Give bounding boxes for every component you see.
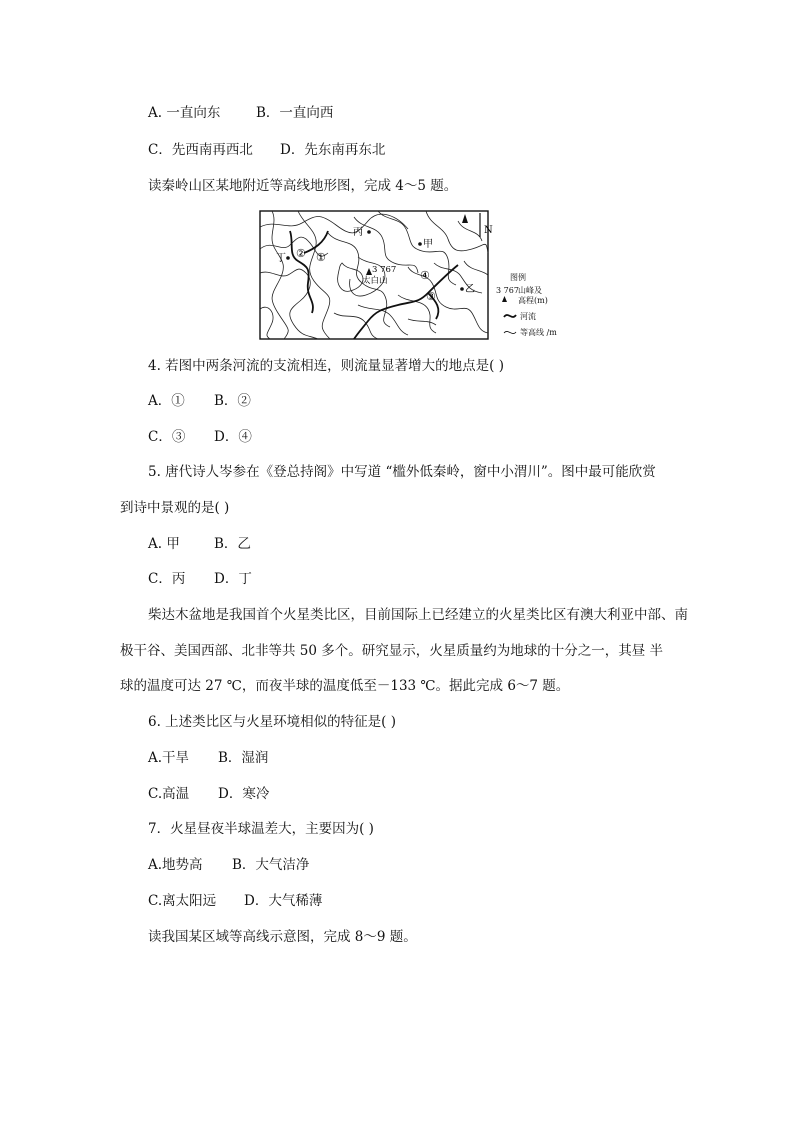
point-ding-dot [286,256,290,260]
option-c: C．丙 [148,571,186,587]
legend-river-icon [504,315,516,317]
option-d: D．寒冷 [218,786,270,802]
option-d: D．大气稀薄 [244,893,323,909]
legend-peak-icon [502,296,507,302]
option-c: C.离太阳远 [148,893,217,909]
label-n3: ③ [426,290,436,303]
label-bing: 丙 [353,227,363,238]
question-5-stem-cont: 到诗中景观的是( ) [120,500,230,516]
point-yi-dot [460,287,464,291]
label-n2: ② [296,247,306,260]
option-a: A. 一直向东 [148,105,221,121]
legend-peak-value: 3 767 [496,286,519,295]
question-6-stem: 6. 上述类比区与火星环境相似的特征是( ) [148,714,396,730]
option-a: A.干旱 [148,750,190,766]
option-a: A.地势高 [148,857,203,873]
q7-options-row-1 [148,856,310,874]
label-ding: 丁 [276,253,286,264]
option-c: C．先西南再西北 [148,142,253,158]
option-c: C.高温 [148,786,190,802]
q3-options-row-1 [148,104,334,122]
point-bing-dot [367,230,371,234]
legend-peak-desc-1: 山峰及 [518,286,542,295]
map-intro-text: 读秦岭山区某地附近等高线地形图，完成 4～5 题。 [148,178,458,194]
north-label: N [484,225,493,236]
legend-peak-desc-2: 高程(m) [518,296,548,305]
map-legend [496,272,557,337]
mars-passage-line-3: 球的温度可达 27 ℃，而夜半球的温度低至－133 ℃。据此完成 6～7 题。 [120,678,570,694]
option-a: A．① [148,393,185,409]
legend-title: 图例 [510,273,526,282]
map-frame [260,211,488,339]
option-b: B．② [214,393,251,409]
option-a: A. 甲 [148,536,180,552]
label-yi: 乙 [465,284,475,295]
q3-options-row-2 [148,141,386,159]
legend-contour: 等高线 /m [520,328,557,337]
label-jia: 甲 [423,239,433,250]
contour-map-svg [258,209,558,341]
peak-elevation: 3 767 [372,265,397,275]
q4-options-row-1 [148,392,251,410]
q5-options-row-2 [148,570,252,588]
option-b: B．湿润 [218,750,269,766]
option-c: C．③ [148,429,186,445]
option-b: B．一直向西 [256,105,334,121]
question-7-stem: 7．火星昼夜半球温差大，主要因为( ) [148,821,374,837]
label-n1: ① [316,251,326,264]
mars-passage-line-1: 柴达木盆地是我国首个火星类比区，目前国际上已经建立的火星类比区有澳大利亚中部、南 [148,607,688,623]
option-d: D．④ [214,429,252,445]
q5-options-row-1 [148,535,251,553]
contour-map-figure [258,209,558,341]
point-jia-dot [418,242,422,246]
option-b: B．乙 [214,536,251,552]
option-d: D．丁 [214,571,252,587]
legend-contour-icon [504,331,516,333]
peak-name: 太白山 [362,276,388,286]
label-n4: ④ [420,269,430,282]
option-b: B．大气洁净 [232,857,310,873]
question-4-stem: 4. 若图中两条河流的支流相连，则流量显著增大的地点是( ) [148,358,504,374]
q4-options-row-2 [148,428,252,446]
option-d: D．先东南再东北 [280,142,386,158]
question-5-stem: 5. 唐代诗人岑参在《登总持阁》中写道 “槛外低秦岭，窗中小渭川”。图中最可能欣赏 [148,464,656,480]
q6-options-row-1 [148,749,269,767]
next-map-intro: 读我国某区域等高线示意图，完成 8～9 题。 [148,929,417,945]
mars-passage-line-2: 极干谷、美国西部、北非等共 50 多个。研究显示，火星质量约为地球的十分之一，其昼 半 [120,643,664,659]
q7-options-row-2 [148,892,323,910]
legend-river: 河流 [520,312,536,321]
q6-options-row-2 [148,785,270,803]
